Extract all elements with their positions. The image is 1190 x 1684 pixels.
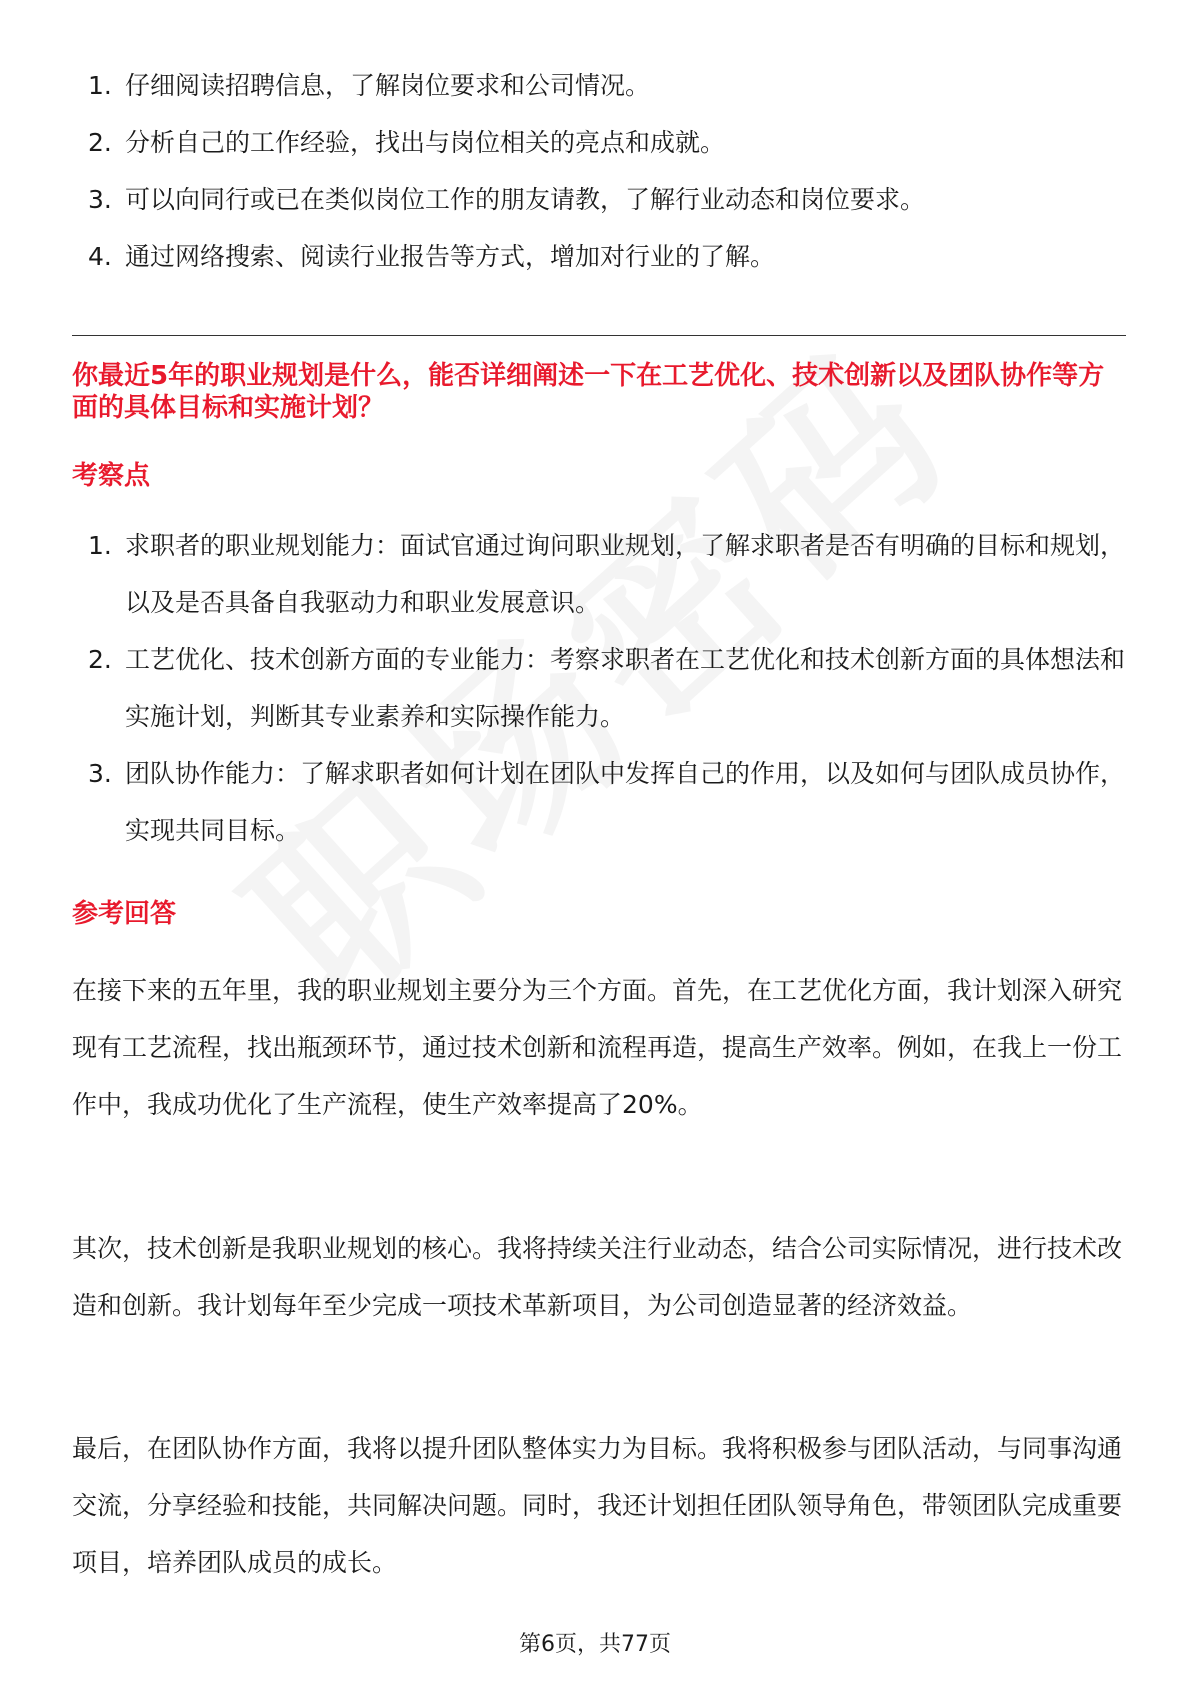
list-number: 2. bbox=[88, 128, 112, 157]
list-text: 团队协作能力：了解求职者如何计划在团队中发挥自己的作用，以及如何与团队成员协作，实现共同目标。 bbox=[125, 759, 1126, 845]
list-number: 1. bbox=[88, 531, 112, 560]
list-text: 仔细阅读招聘信息，了解岗位要求和公司情况。 bbox=[125, 71, 651, 100]
answer-paragraph: 在接下来的五年里，我的职业规划主要分为三个方面。首先，在工艺优化方面，我计划深入研究现有工艺流程，找出瓶颈环节，通过技术创新和流程再造，提高生产效率。例如，在我上一份工作中，我成功优化了生产流程，使生产效率提高了20%。 bbox=[72, 976, 1123, 1119]
list-text: 分析自己的工作经验，找出与岗位相关的亮点和成就。 bbox=[125, 128, 726, 157]
list-item bbox=[72, 745, 1132, 859]
list-text: 求职者的职业规划能力：面试官通过询问职业规划，了解求职者是否有明确的目标和规划，以及是否具备自我驱动力和职业发展意识。 bbox=[125, 531, 1126, 617]
list-number: 4. bbox=[88, 242, 112, 271]
list-text: 通过网络搜索、阅读行业报告等方式，增加对行业的了解。 bbox=[125, 242, 776, 271]
list-item bbox=[72, 171, 1132, 228]
page-footer: 第6页，共77页 bbox=[519, 1632, 671, 1657]
list-text: 可以向同行或已在类似岗位工作的朋友请教，了解行业动态和岗位要求。 bbox=[125, 185, 926, 214]
list-item bbox=[72, 57, 1132, 114]
answer-paragraph: 其次，技术创新是我职业规划的核心。我将持续关注行业动态，结合公司实际情况，进行技术改造和创新。我计划每年至少完成一项技术革新项目，为公司创造显著的经济效益。 bbox=[72, 1234, 1123, 1320]
list-number: 3. bbox=[88, 185, 112, 214]
section-divider bbox=[72, 335, 1126, 336]
list-number: 3. bbox=[88, 759, 112, 788]
points-list bbox=[72, 517, 1132, 859]
list-number: 1. bbox=[88, 71, 112, 100]
list-text: 工艺优化、技术创新方面的专业能力：考察求职者在工艺优化和技术创新方面的具体想法和实施计划，判断其专业素养和实际操作能力。 bbox=[125, 645, 1126, 731]
top-list bbox=[72, 57, 1132, 285]
question-heading: 你最近5年的职业规划是什么，能否详细阐述一下在工艺优化、技术创新以及团队协作等方面的具体目标和实施计划？ bbox=[72, 361, 1105, 423]
answer-paragraph: 最后，在团队协作方面，我将以提升团队整体实力为目标。我将积极参与团队活动，与同事沟通交流，分享经验和技能，共同解决问题。同时，我还计划担任团队领导角色，带领团队完成重要项目，培养团队成员的成长。 bbox=[72, 1434, 1123, 1577]
list-item bbox=[72, 517, 1132, 631]
list-item bbox=[72, 228, 1132, 285]
section-title-answer: 参考回答 bbox=[72, 899, 177, 929]
section-title-points: 考察点 bbox=[72, 461, 151, 491]
list-number: 2. bbox=[88, 645, 112, 674]
list-item bbox=[72, 631, 1132, 745]
list-item bbox=[72, 114, 1132, 171]
